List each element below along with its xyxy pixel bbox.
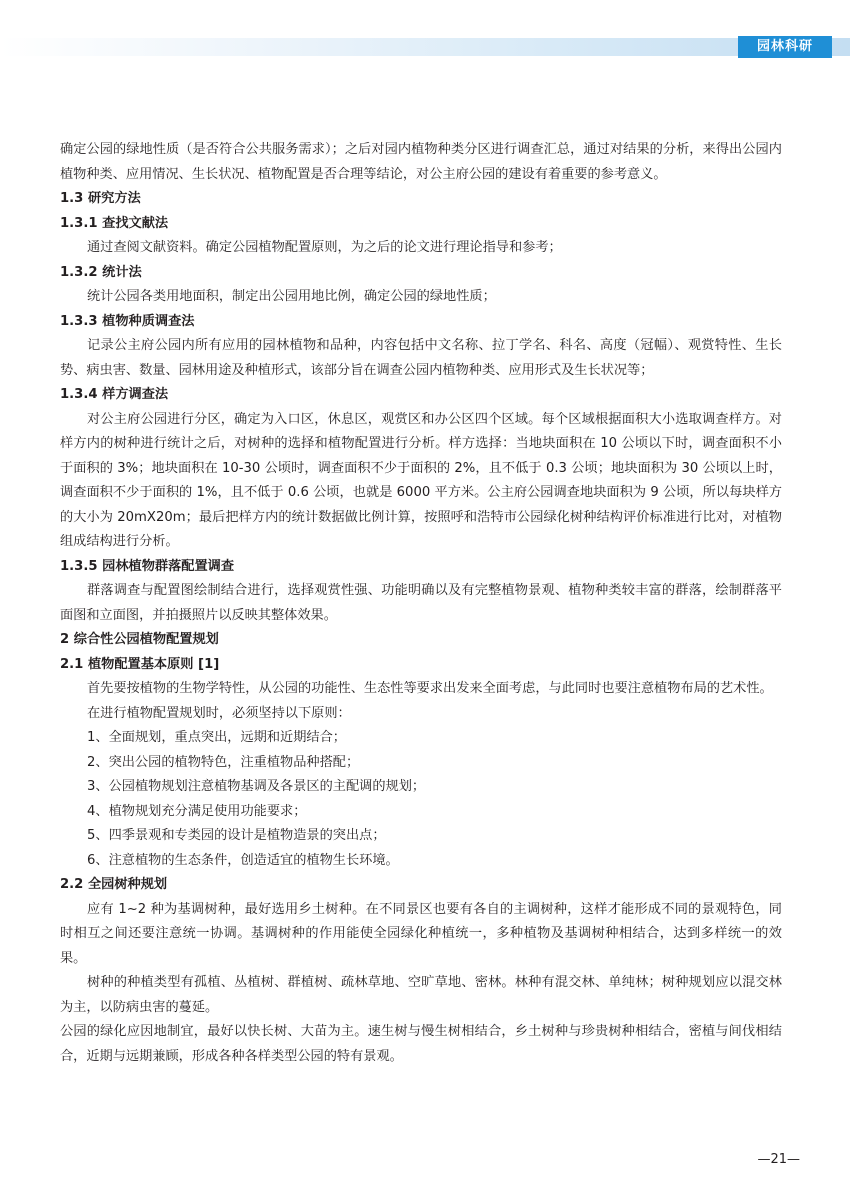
heading-1-3-2: 1.3.2 统计法 [60,264,142,280]
paragraph-2-1-b: 在进行植物配置规划时，必须坚持以下原则： [87,705,351,721]
paragraph-2-2-a: 应有 1~2 种为基调树种，最好选用乡土树种。在不同景区也要有各自的主调树种，这样才能形成不同的景观特色，同时相互之间还要注意统一协调。基调树种的作用能使全园绿化种植统一，多种植物及基调树种相结合，达到多样统一的效果。 [60,901,782,966]
paragraph-2-2-c: 公园的绿化应因地制宜，最好以快长树、大苗为主。速生树与慢生树相结合，乡土树种与珍贵树种相结合，密植与间伐相结合，近期与远期兼顾，形成各种各样类型公园的特有景观。 [60,1024,782,1064]
heading-2-2: 2.2 全园树种规划 [60,877,168,892]
intro-paragraph: 确定公园的绿地性质（是否符合公共服务需求）；之后对园内植物种类分区进行调查汇总，通过对结果的分析，来得出公园内植物种类、应用情况、生长状况、植物配置是否合理等结论，对公主府公园的建设有着重要的参考意义。 [60,142,782,182]
section-tag: 园林科研 [738,36,832,58]
principle-item: 2、突出公园的植物特色，注重植物品种搭配； [87,754,360,770]
heading-1-3: 1.3 研究方法 [60,191,141,206]
heading-1-3-1: 1.3.1 查找文献法 [60,215,169,231]
paragraph-1-3-3: 记录公主府公园内所有应用的园林植物和品种，内容包括中文名称、拉丁学名、科名、高度（冠幅）、观赏特性、生长势、病虫害、数量、园林用途及种植形式，该部分旨在调查公园内植物种类、应用形式及生长状况等； [60,338,782,378]
paragraph-2-2-b: 树种的种植类型有孤植、丛植树、群植树、疏林草地、空旷草地、密林。林种有混交林、单纯林；树种规划应以混交林为主，以防病虫害的蔓延。 [60,975,782,1015]
paragraph-1-3-5: 群落调查与配置图绘制结合进行，选择观赏性强、功能明确以及有完整植物景观、植物种类较丰富的群落，绘制群落平面图和立面图，并拍摄照片以反映其整体效果。 [60,583,782,623]
principle-item: 6、注意植物的生态条件，创造适宜的植物生长环境。 [87,852,399,868]
principle-item: 5、四季景观和专类园的设计是植物造景的突出点； [87,828,386,843]
principle-item: 1、全面规划，重点突出，远期和近期结合； [87,730,346,745]
heading-2-1: 2.1 植物配置基本原则 [1] [60,656,220,672]
header-gradient-band [0,38,850,56]
principle-item: 4、植物规划充分满足使用功能要求； [87,803,307,819]
page-number: —21— [757,1152,800,1167]
principle-item: 3、公园植物规划注意植物基调及各景区的主配调的规划； [87,779,426,794]
paragraph-1-3-2: 统计公园各类用地面积，制定出公园用地比例，确定公园的绿地性质； [87,289,496,304]
paragraph-2-1-a: 首先要按植物的生物学特性，从公园的功能性、生态性等要求出发来全面考虑，与此同时也要注意植物布局的艺术性。 [87,681,773,696]
article-body [60,138,782,1069]
heading-1-3-4: 1.3.4 样方调查法 [60,387,169,402]
heading-1-3-5: 1.3.5 园林植物群落配置调查 [60,558,235,574]
paragraph-1-3-1: 通过查阅文献资料。确定公园植物配置原则，为之后的论文进行理论指导和参考； [87,240,562,255]
heading-1-3-3: 1.3.3 植物种质调查法 [60,313,195,329]
paragraph-1-3-4: 对公主府公园进行分区，确定为入口区，休息区，观赏区和办公区四个区域。每个区域根据面积大小选取调查样方。对样方内的树种进行统计之后，对树种的选择和植物配置进行分析。样方选择：当地块面积在 10 公顷以下时，调查面积不小于面积的 3%；地块面积在 10-30 公顷时，调查面积不少于面积的 2%，且不低于 0.3 公顷；地块面积为 30 公顷以上时，调查面积不少于面积的 1%，且不低于 0.6 公顷，也就是 6000 平方米。公主府公园调查地块面积为 9 公顷，所以每块样方的大小为 20mX20m；最后把样方内的统计数据做比例计算，按照呼和浩特市公园绿化树种结构评价标准进行比对，对植物组成结构进行分析。 [60,411,782,549]
heading-2: 2 综合性公园植物配置规划 [60,632,219,647]
